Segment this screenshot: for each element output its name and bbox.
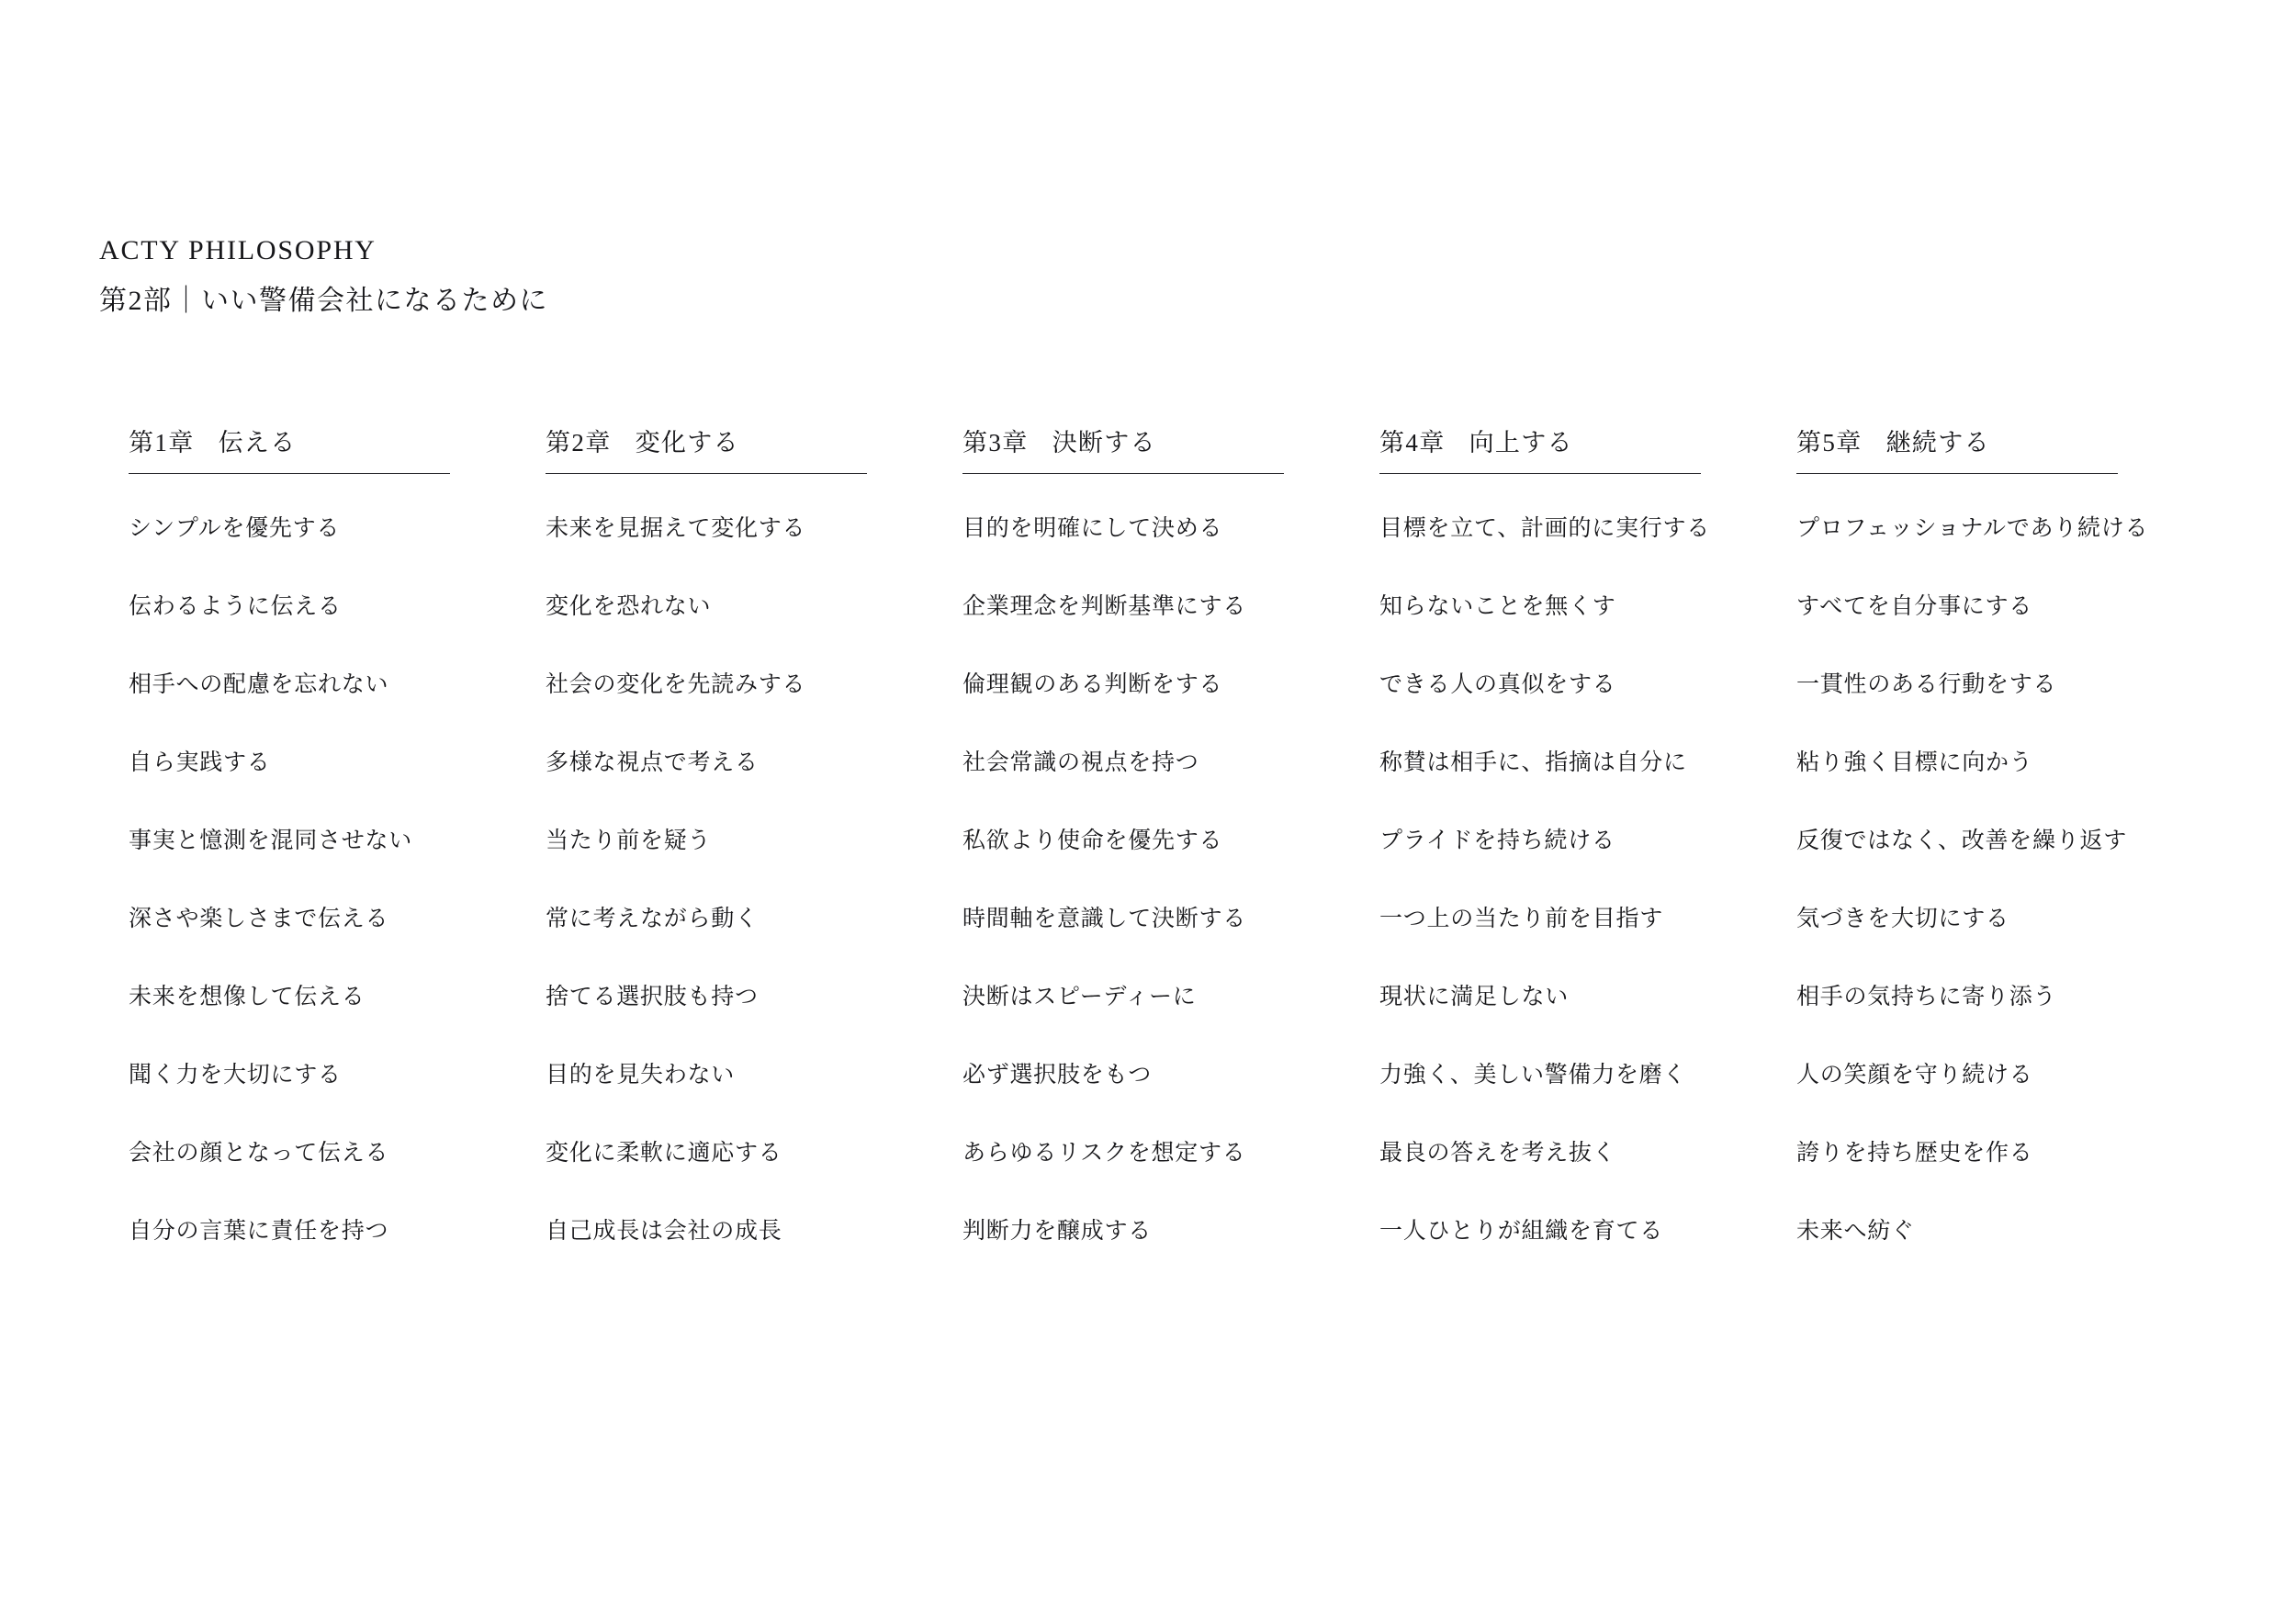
list-item: すべてを自分事にする bbox=[1796, 594, 2033, 619]
list-item: 未来を見据えて変化する bbox=[546, 516, 806, 541]
page-title: ACTY PHILOSOPHY bbox=[99, 235, 377, 265]
chapter-column-1 bbox=[129, 423, 450, 1296]
chapter-heading-5 bbox=[1796, 423, 2118, 474]
list-item: プライドを持ち続ける bbox=[1379, 828, 1615, 853]
list-item: 粘り強く目標に向かう bbox=[1796, 750, 2033, 775]
chapter-heading-1 bbox=[129, 423, 450, 474]
chapter-item-list-5 bbox=[1796, 515, 2149, 1296]
list-item: 聞く力を大切にする bbox=[129, 1063, 342, 1088]
list-item: 判断力を醸成する bbox=[962, 1219, 1153, 1244]
list-item: 決断はスピーディーに bbox=[962, 985, 1197, 1009]
list-item: できる人の真似をする bbox=[1379, 672, 1616, 697]
chapter-title-4: 向上する bbox=[1469, 429, 1573, 456]
list-item: 多様な視点で考える bbox=[546, 750, 759, 775]
list-item: 自ら実践する bbox=[129, 750, 271, 775]
list-item: 事実と憶測を混同させない bbox=[129, 828, 413, 853]
chapter-columns bbox=[129, 423, 2177, 1296]
list-item: 反復ではなく、改善を繰り返す bbox=[1796, 828, 2128, 853]
page-subtitle: 第2部｜いい警備会社になるために bbox=[99, 286, 548, 316]
list-item: 企業理念を判断基準にする bbox=[962, 594, 1247, 619]
list-item: 常に考えながら動く bbox=[546, 907, 759, 931]
list-item: 変化を恐れない bbox=[546, 594, 712, 619]
list-item: 知らないことを無くす bbox=[1379, 594, 1616, 619]
list-item: 時間軸を意識して決断する bbox=[962, 907, 1247, 931]
list-item: 未来を想像して伝える bbox=[129, 985, 366, 1009]
chapter-title-1: 伝える bbox=[218, 429, 297, 456]
list-item: 相手の気持ちに寄り添う bbox=[1796, 985, 2057, 1009]
list-item: 目的を見失わない bbox=[546, 1063, 736, 1088]
chapter-title-3: 決断する bbox=[1052, 429, 1156, 456]
chapter-number-3: 第3章 bbox=[962, 429, 1029, 456]
list-item: 一人ひとりが組織を育てる bbox=[1379, 1219, 1664, 1244]
chapter-item-list-2 bbox=[546, 515, 867, 1296]
list-item: 目標を立て、計画的に実行する bbox=[1379, 516, 1711, 541]
list-item: 社会の変化を先読みする bbox=[546, 672, 806, 697]
chapter-heading-4 bbox=[1379, 423, 1701, 474]
chapter-column-4 bbox=[1379, 423, 1711, 1296]
list-item: 自分の言葉に責任を持つ bbox=[129, 1219, 389, 1244]
list-item: 必ず選択肢をもつ bbox=[962, 1063, 1153, 1088]
list-item: 最良の答えを考え抜く bbox=[1379, 1141, 1616, 1166]
list-item: 変化に柔軟に適応する bbox=[546, 1141, 782, 1166]
document-header bbox=[99, 237, 548, 315]
chapter-heading-3 bbox=[962, 423, 1284, 474]
list-item: 一つ上の当たり前を目指す bbox=[1379, 907, 1664, 931]
chapter-column-3 bbox=[962, 423, 1284, 1296]
list-item: 気づきを大切にする bbox=[1796, 907, 2009, 931]
list-item: シンプルを優先する bbox=[129, 516, 341, 541]
chapter-title-5: 継続する bbox=[1885, 429, 1990, 456]
list-item: 誇りを持ち歴史を作る bbox=[1796, 1141, 2033, 1166]
list-item: 倫理観のある判断をする bbox=[962, 672, 1223, 697]
chapter-item-list-1 bbox=[129, 515, 450, 1296]
list-item: プロフェッショナルであり続ける bbox=[1796, 516, 2149, 541]
chapter-title-2: 変化する bbox=[635, 429, 739, 456]
list-item: 相手への配慮を忘れない bbox=[129, 672, 389, 697]
chapter-item-list-4 bbox=[1379, 515, 1711, 1296]
list-item: 称賛は相手に、指摘は自分に bbox=[1379, 750, 1687, 775]
list-item: 社会常識の視点を持つ bbox=[962, 750, 1199, 775]
list-item: 力強く、美しい警備力を磨く bbox=[1379, 1063, 1687, 1088]
chapter-column-2 bbox=[546, 423, 867, 1296]
list-item: 未来へ紡ぐ bbox=[1796, 1219, 1915, 1244]
list-item: 一貫性のある行動をする bbox=[1796, 672, 2057, 697]
list-item: 会社の顔となって伝える bbox=[129, 1141, 389, 1166]
chapter-number-2: 第2章 bbox=[546, 429, 612, 456]
list-item: 捨てる選択肢も持つ bbox=[546, 985, 759, 1009]
list-item: 深さや楽しさまで伝える bbox=[129, 907, 389, 931]
list-item: 現状に満足しない bbox=[1379, 985, 1570, 1009]
list-item: 自己成長は会社の成長 bbox=[546, 1219, 782, 1244]
chapter-number-1: 第1章 bbox=[129, 429, 195, 456]
list-item: 目的を明確にして決める bbox=[962, 516, 1223, 541]
chapter-column-5 bbox=[1796, 423, 2149, 1296]
chapter-heading-2 bbox=[546, 423, 867, 474]
list-item: 伝わるように伝える bbox=[129, 594, 342, 619]
list-item: 人の笑顔を守り続ける bbox=[1796, 1063, 2033, 1088]
list-item: 当たり前を疑う bbox=[546, 828, 712, 853]
chapter-number-4: 第4章 bbox=[1379, 429, 1446, 456]
list-item: あらゆるリスクを想定する bbox=[962, 1141, 1246, 1166]
chapter-number-5: 第5章 bbox=[1796, 429, 1863, 456]
list-item: 私欲より使命を優先する bbox=[962, 828, 1223, 853]
chapter-item-list-3 bbox=[962, 515, 1284, 1296]
